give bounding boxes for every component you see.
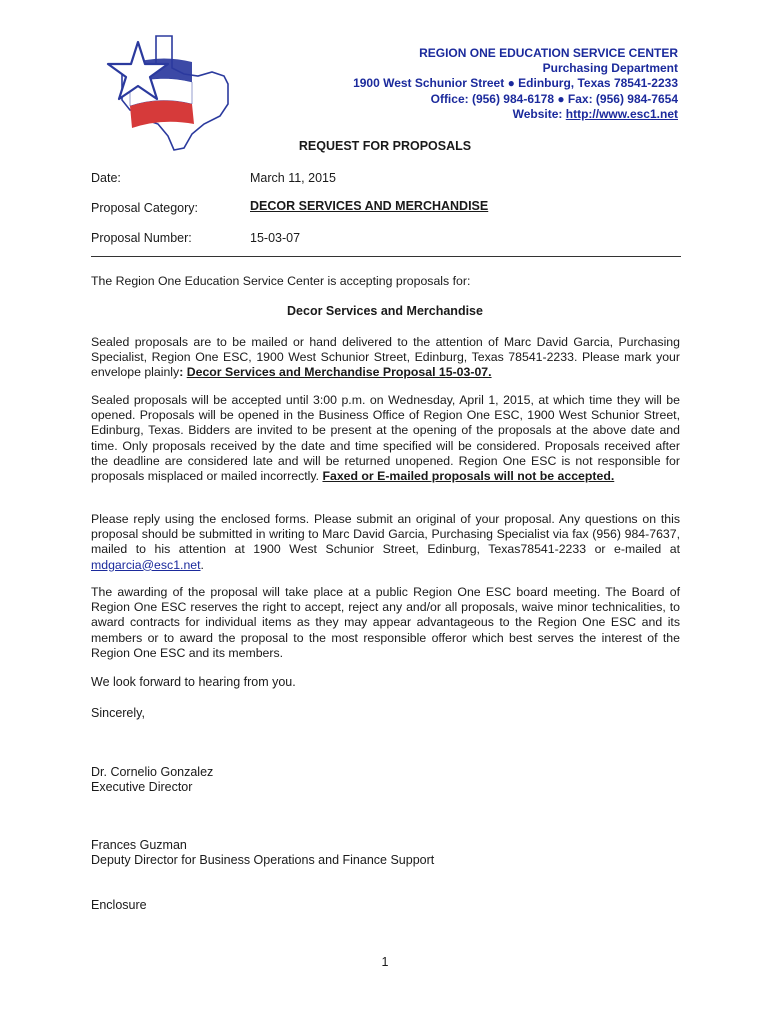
paragraph-delivery-text: Sealed proposals are to be mailed or hand delivered to the attention of Marc David Garcia, Purchasing Specialist, Region One ESC, 1900 West Schunior Street, Edinburg, Texas 78541-2233. Please mark your envelope plainly xyxy=(91,335,680,380)
document-title: REQUEST FOR PROPOSALS xyxy=(298,139,472,153)
subject-heading: Decor Services and Merchandise xyxy=(287,304,483,318)
org-address: 1900 West Schunior Street ● Edinburg, Texas 78541-2233 xyxy=(353,76,678,91)
region-one-logo xyxy=(100,24,250,154)
paragraph-deadline xyxy=(91,393,680,484)
signer-1-name: Dr. Cornelio Gonzalez xyxy=(91,765,214,779)
paragraph-award: The awarding of the proposal will take place at a public Region One ESC board meeting. The Board of Region One ESC reserves the right to accept, reject any and/or all proposals, waive minor technicalities, to award contracts for individual items as they may appear advantageous to the Region One ESC and its members or to award the proposal to the most responsible offeror which best serves the interest of the Region One ESC and its members. xyxy=(91,585,680,660)
page-number: 1 xyxy=(381,955,389,969)
paragraph-deadline-text: Sealed proposals will be accepted until 3:00 p.m. on Wednesday, April 1, 2015, at which time they will be opened. Proposals will be opened in the Business Office of Region One ESC, 1900 West Schunior Street, Edinburg, Texas. Bidders are invited to be present at the opening of the proposals at the above date and time. Only proposals received by the date and time specified will be considered. Proposals received after the deadline are considered late and will be returned unopened. Region One ESC is not responsible for proposals misplaced or mailed incorrectly. xyxy=(91,393,680,484)
paragraph-delivery xyxy=(91,335,680,381)
signer-2-name: Frances Guzman xyxy=(91,838,187,852)
signer-2-title: Deputy Director for Business Operations and Finance Support xyxy=(91,853,435,867)
org-name: REGION ONE EDUCATION SERVICE CENTER xyxy=(419,46,678,60)
letterhead xyxy=(353,46,678,122)
website-label: Website: xyxy=(512,106,566,121)
divider xyxy=(91,256,681,257)
paragraph-questions xyxy=(91,512,680,573)
paragraph-delivery-colon: : xyxy=(179,365,187,380)
website-link[interactable]: http://www.esc1.net xyxy=(565,106,678,121)
date-value: March 11, 2015 xyxy=(250,171,336,185)
texas-flag-star-logo-icon xyxy=(100,24,250,154)
paragraph-questions-text: Please reply using the enclosed forms. Please submit an original of your proposal. Any questions on this proposal should be submitted in writing to Marc David Garcia, Purchasing Specialist via fax (956) 984-7637, mailed to his attention at 1900 West Schunior Street, Edinburg, Texas78541-2233 or e-mailed at xyxy=(91,512,680,557)
closing-line: We look forward to hearing from you. xyxy=(91,675,296,689)
date-label: Date: xyxy=(91,171,121,185)
envelope-marking: Decor Services and Merchandise Proposal 15-03-07. xyxy=(186,365,492,380)
category-label: Proposal Category: xyxy=(91,201,199,215)
salutation: Sincerely, xyxy=(91,706,145,720)
fax-email-warning: Faxed or E-mailed proposals will not be accepted. xyxy=(322,469,615,484)
proposal-number-label: Proposal Number: xyxy=(91,231,192,245)
proposal-number-value: 15-03-07 xyxy=(250,231,301,245)
contact-email-link[interactable]: mdgarcia@esc1.net xyxy=(91,557,201,572)
enclosure-note: Enclosure xyxy=(91,898,147,912)
paragraph-questions-end: . xyxy=(200,557,204,572)
intro-paragraph: The Region One Education Service Center is accepting proposals for: xyxy=(91,274,471,288)
signer-1-title: Executive Director xyxy=(91,780,193,794)
website-line xyxy=(353,107,678,122)
org-phones: Office: (956) 984-6178 ● Fax: (956) 984-7654 xyxy=(430,91,678,106)
department-name: Purchasing Department xyxy=(542,61,678,76)
category-value: DECOR SERVICES AND MERCHANDISE xyxy=(250,199,489,213)
